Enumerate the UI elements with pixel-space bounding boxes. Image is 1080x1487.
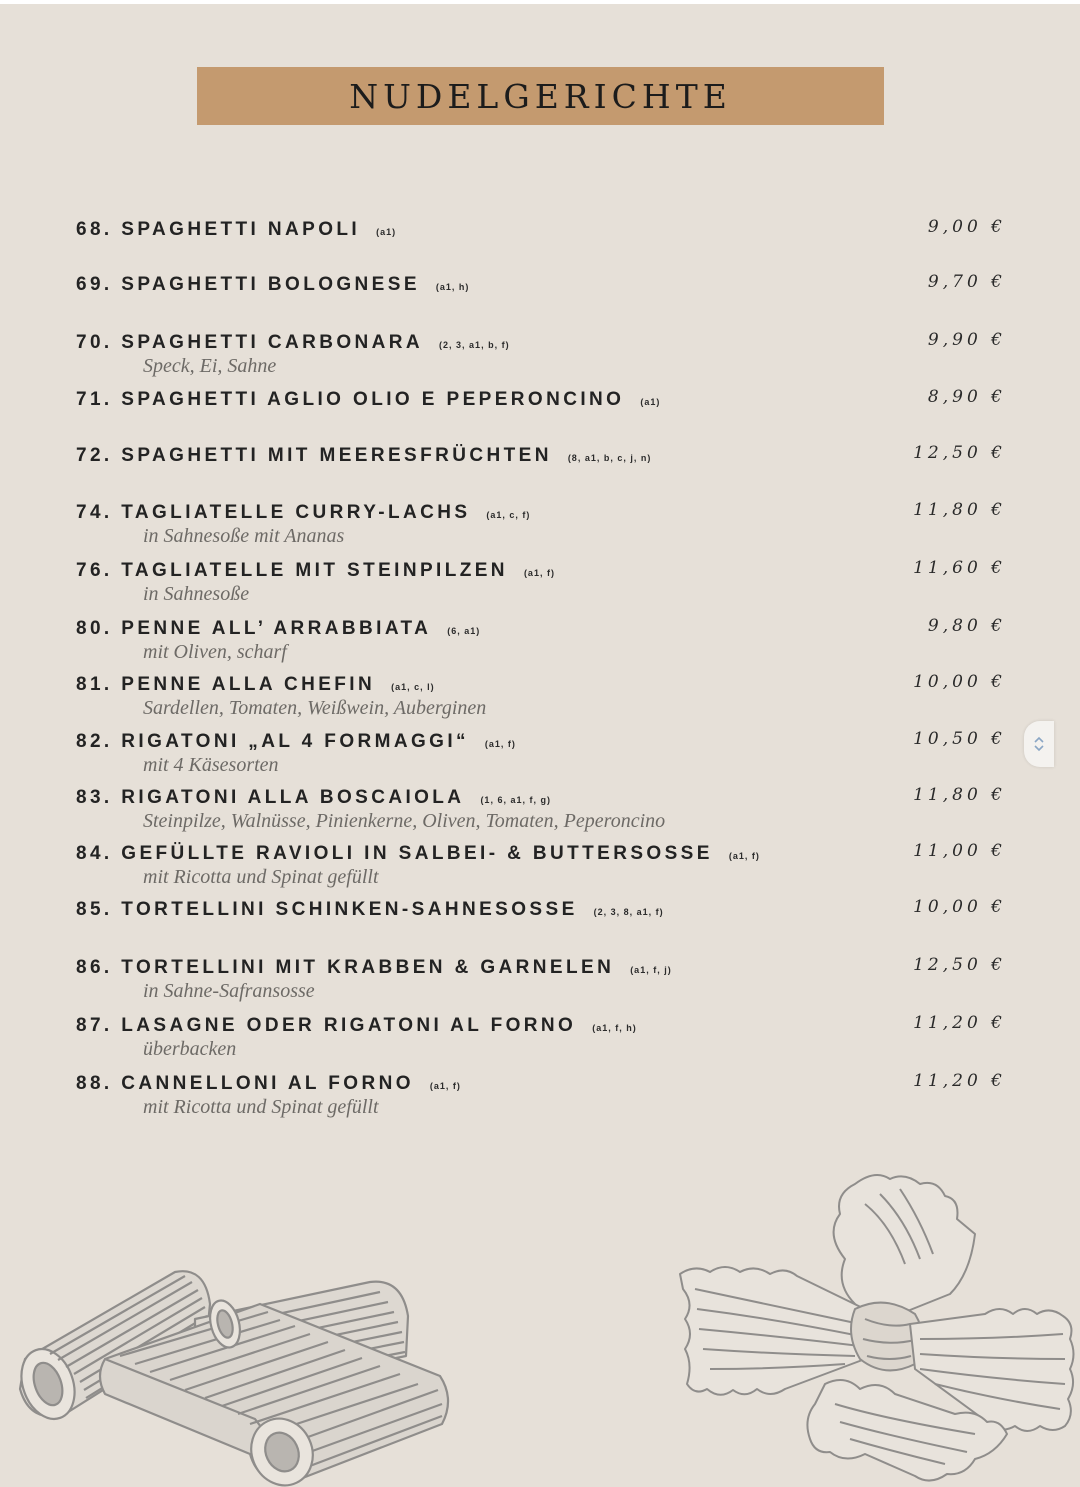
- dish-description: Steinpilze, Walnüsse, Pinienkerne, Oliven, Tomaten, Peperoncino: [143, 810, 666, 832]
- menu-item-line: [76, 219, 1006, 243]
- section-title: NUDELGERICHTE: [349, 76, 732, 116]
- dish-description: mit Ricotta und Spinat gefüllt: [143, 866, 379, 888]
- menu-item-line: [76, 731, 1006, 755]
- menu-item-line: [76, 1073, 1006, 1097]
- dish-name: 81. PENNE ALLA CHEFIN: [76, 674, 376, 695]
- menu-item-line: [76, 787, 1006, 811]
- dish-name: 71. SPAGHETTI AGLIO OLIO E PEPERONCINO: [76, 389, 625, 410]
- dish-name: 70. SPAGHETTI CARBONARA: [76, 332, 424, 353]
- menu-item-line: [76, 674, 1006, 698]
- allergen-codes: (a1, f): [728, 851, 760, 861]
- dish-name: 69. SPAGHETTI BOLOGNESE: [76, 274, 420, 295]
- dish-price: 9,00 €: [927, 217, 1006, 237]
- dish-name: 74. TAGLIATELLE CURRY-LACHS: [76, 502, 471, 523]
- allergen-codes: (a1, f, h): [592, 1023, 637, 1033]
- allergen-codes: (8, a1, b, c, j, n): [567, 453, 652, 463]
- dish-description: in Sahnesoße: [143, 583, 250, 605]
- dish-price: 11,80 €: [913, 785, 1006, 805]
- dish-price: 9,90 €: [927, 330, 1006, 350]
- menu-item: [76, 674, 1006, 720]
- menu-item: [76, 219, 1006, 243]
- rigatoni-illustration-icon: [10, 1264, 450, 1487]
- allergen-codes: (a1, c, l): [391, 682, 435, 692]
- dish-price: 10,00 €: [913, 672, 1006, 692]
- dish-description: mit Ricotta und Spinat gefüllt: [143, 1096, 379, 1118]
- menu-item: [76, 618, 1006, 664]
- dish-price: 11,80 €: [913, 500, 1006, 520]
- dish-name: 86. TORTELLINI MIT KRABBEN & GARNELEN: [76, 957, 615, 978]
- dish-name: 88. CANNELLONI AL FORNO: [76, 1073, 414, 1094]
- scroll-arrows-icon: [1033, 736, 1045, 752]
- allergen-codes: (a1, f): [429, 1081, 461, 1091]
- menu-item: [76, 445, 1006, 469]
- dish-name: 83. RIGATONI ALLA BOSCAIOLA: [76, 787, 465, 808]
- menu-item: [76, 787, 1006, 833]
- menu-item: [76, 560, 1006, 606]
- dish-price: 11,20 €: [913, 1013, 1006, 1033]
- menu-item: [76, 731, 1006, 777]
- menu-item: [76, 1073, 1006, 1119]
- dish-description: Speck, Ei, Sahne: [143, 355, 277, 377]
- scroll-handle[interactable]: [1024, 721, 1054, 767]
- dish-name: 72. SPAGHETTI MIT MEERESFRÜCHTEN: [76, 445, 552, 466]
- dish-price: 11,60 €: [913, 558, 1006, 578]
- dish-description: mit Oliven, scharf: [143, 641, 287, 663]
- dish-description: überbacken: [143, 1038, 237, 1060]
- dish-name: 84. GEFÜLLTE RAVIOLI IN SALBEI- & BUTTERSOSSE: [76, 843, 713, 864]
- menu-item-line: [76, 389, 1006, 413]
- allergen-codes: (a1, f): [523, 568, 555, 578]
- menu-item-line: [76, 560, 1006, 584]
- dish-name: 87. LASAGNE ODER RIGATONI AL FORNO: [76, 1015, 577, 1036]
- menu-item-line: [76, 502, 1006, 526]
- menu-item: [76, 274, 1006, 298]
- dish-price: 12,50 €: [913, 955, 1006, 975]
- dish-price: 11,20 €: [913, 1071, 1006, 1091]
- allergen-codes: (6, a1): [447, 626, 481, 636]
- menu-item: [76, 1015, 1006, 1061]
- allergen-codes: (a1, f): [484, 739, 516, 749]
- dish-price: 11,00 €: [913, 841, 1006, 861]
- dish-name: 76. TAGLIATELLE MIT STEINPILZEN: [76, 560, 508, 581]
- dish-name: 82. RIGATONI „AL 4 FORMAGGI“: [76, 731, 469, 752]
- section-banner: [197, 67, 884, 125]
- allergen-codes: (2, 3, 8, a1, f): [593, 907, 664, 917]
- menu-item-line: [76, 445, 1006, 469]
- dish-name: 80. PENNE ALL’ ARRABBIATA: [76, 618, 432, 639]
- menu-item: [76, 389, 1006, 413]
- dish-name: 68. SPAGHETTI NAPOLI: [76, 219, 361, 240]
- dish-description: Sardellen, Tomaten, Weißwein, Auberginen: [143, 697, 487, 719]
- dish-description: mit 4 Käsesorten: [143, 754, 279, 776]
- menu-item: [76, 957, 1006, 1003]
- menu-item-line: [76, 332, 1006, 356]
- dish-price: 8,90 €: [927, 387, 1006, 407]
- allergen-codes: (a1, h): [435, 282, 470, 292]
- dish-description: in Sahne-Safransosse: [143, 980, 315, 1002]
- allergen-codes: (a1, f, j): [630, 965, 672, 975]
- menu-item-line: [76, 274, 1006, 298]
- allergen-codes: (2, 3, a1, b, f): [439, 340, 510, 350]
- allergen-codes: (a1): [640, 397, 661, 407]
- allergen-codes: (1, 6, a1, f, g): [480, 795, 551, 805]
- menu-item-line: [76, 1015, 1006, 1039]
- dish-price: 9,70 €: [927, 272, 1006, 292]
- dish-price: 10,00 €: [913, 897, 1006, 917]
- farfalle-illustration-icon: [675, 1164, 1080, 1487]
- menu-item: [76, 332, 1006, 378]
- menu-item-line: [76, 843, 1006, 867]
- menu-item: [76, 899, 1006, 923]
- dish-price: 12,50 €: [913, 443, 1006, 463]
- menu-item: [76, 502, 1006, 548]
- dish-price: 10,50 €: [913, 729, 1006, 749]
- allergen-codes: (a1): [376, 227, 397, 237]
- menu-item-line: [76, 618, 1006, 642]
- allergen-codes: (a1, c, f): [486, 510, 531, 520]
- menu-item: [76, 843, 1006, 889]
- menu-item-line: [76, 899, 1006, 923]
- menu-page: [0, 4, 1080, 1487]
- dish-description: in Sahnesoße mit Ananas: [143, 525, 345, 547]
- dish-price: 9,80 €: [927, 616, 1006, 636]
- dish-name: 85. TORTELLINI SCHINKEN-SAHNESOSSE: [76, 899, 578, 920]
- menu-item-line: [76, 957, 1006, 981]
